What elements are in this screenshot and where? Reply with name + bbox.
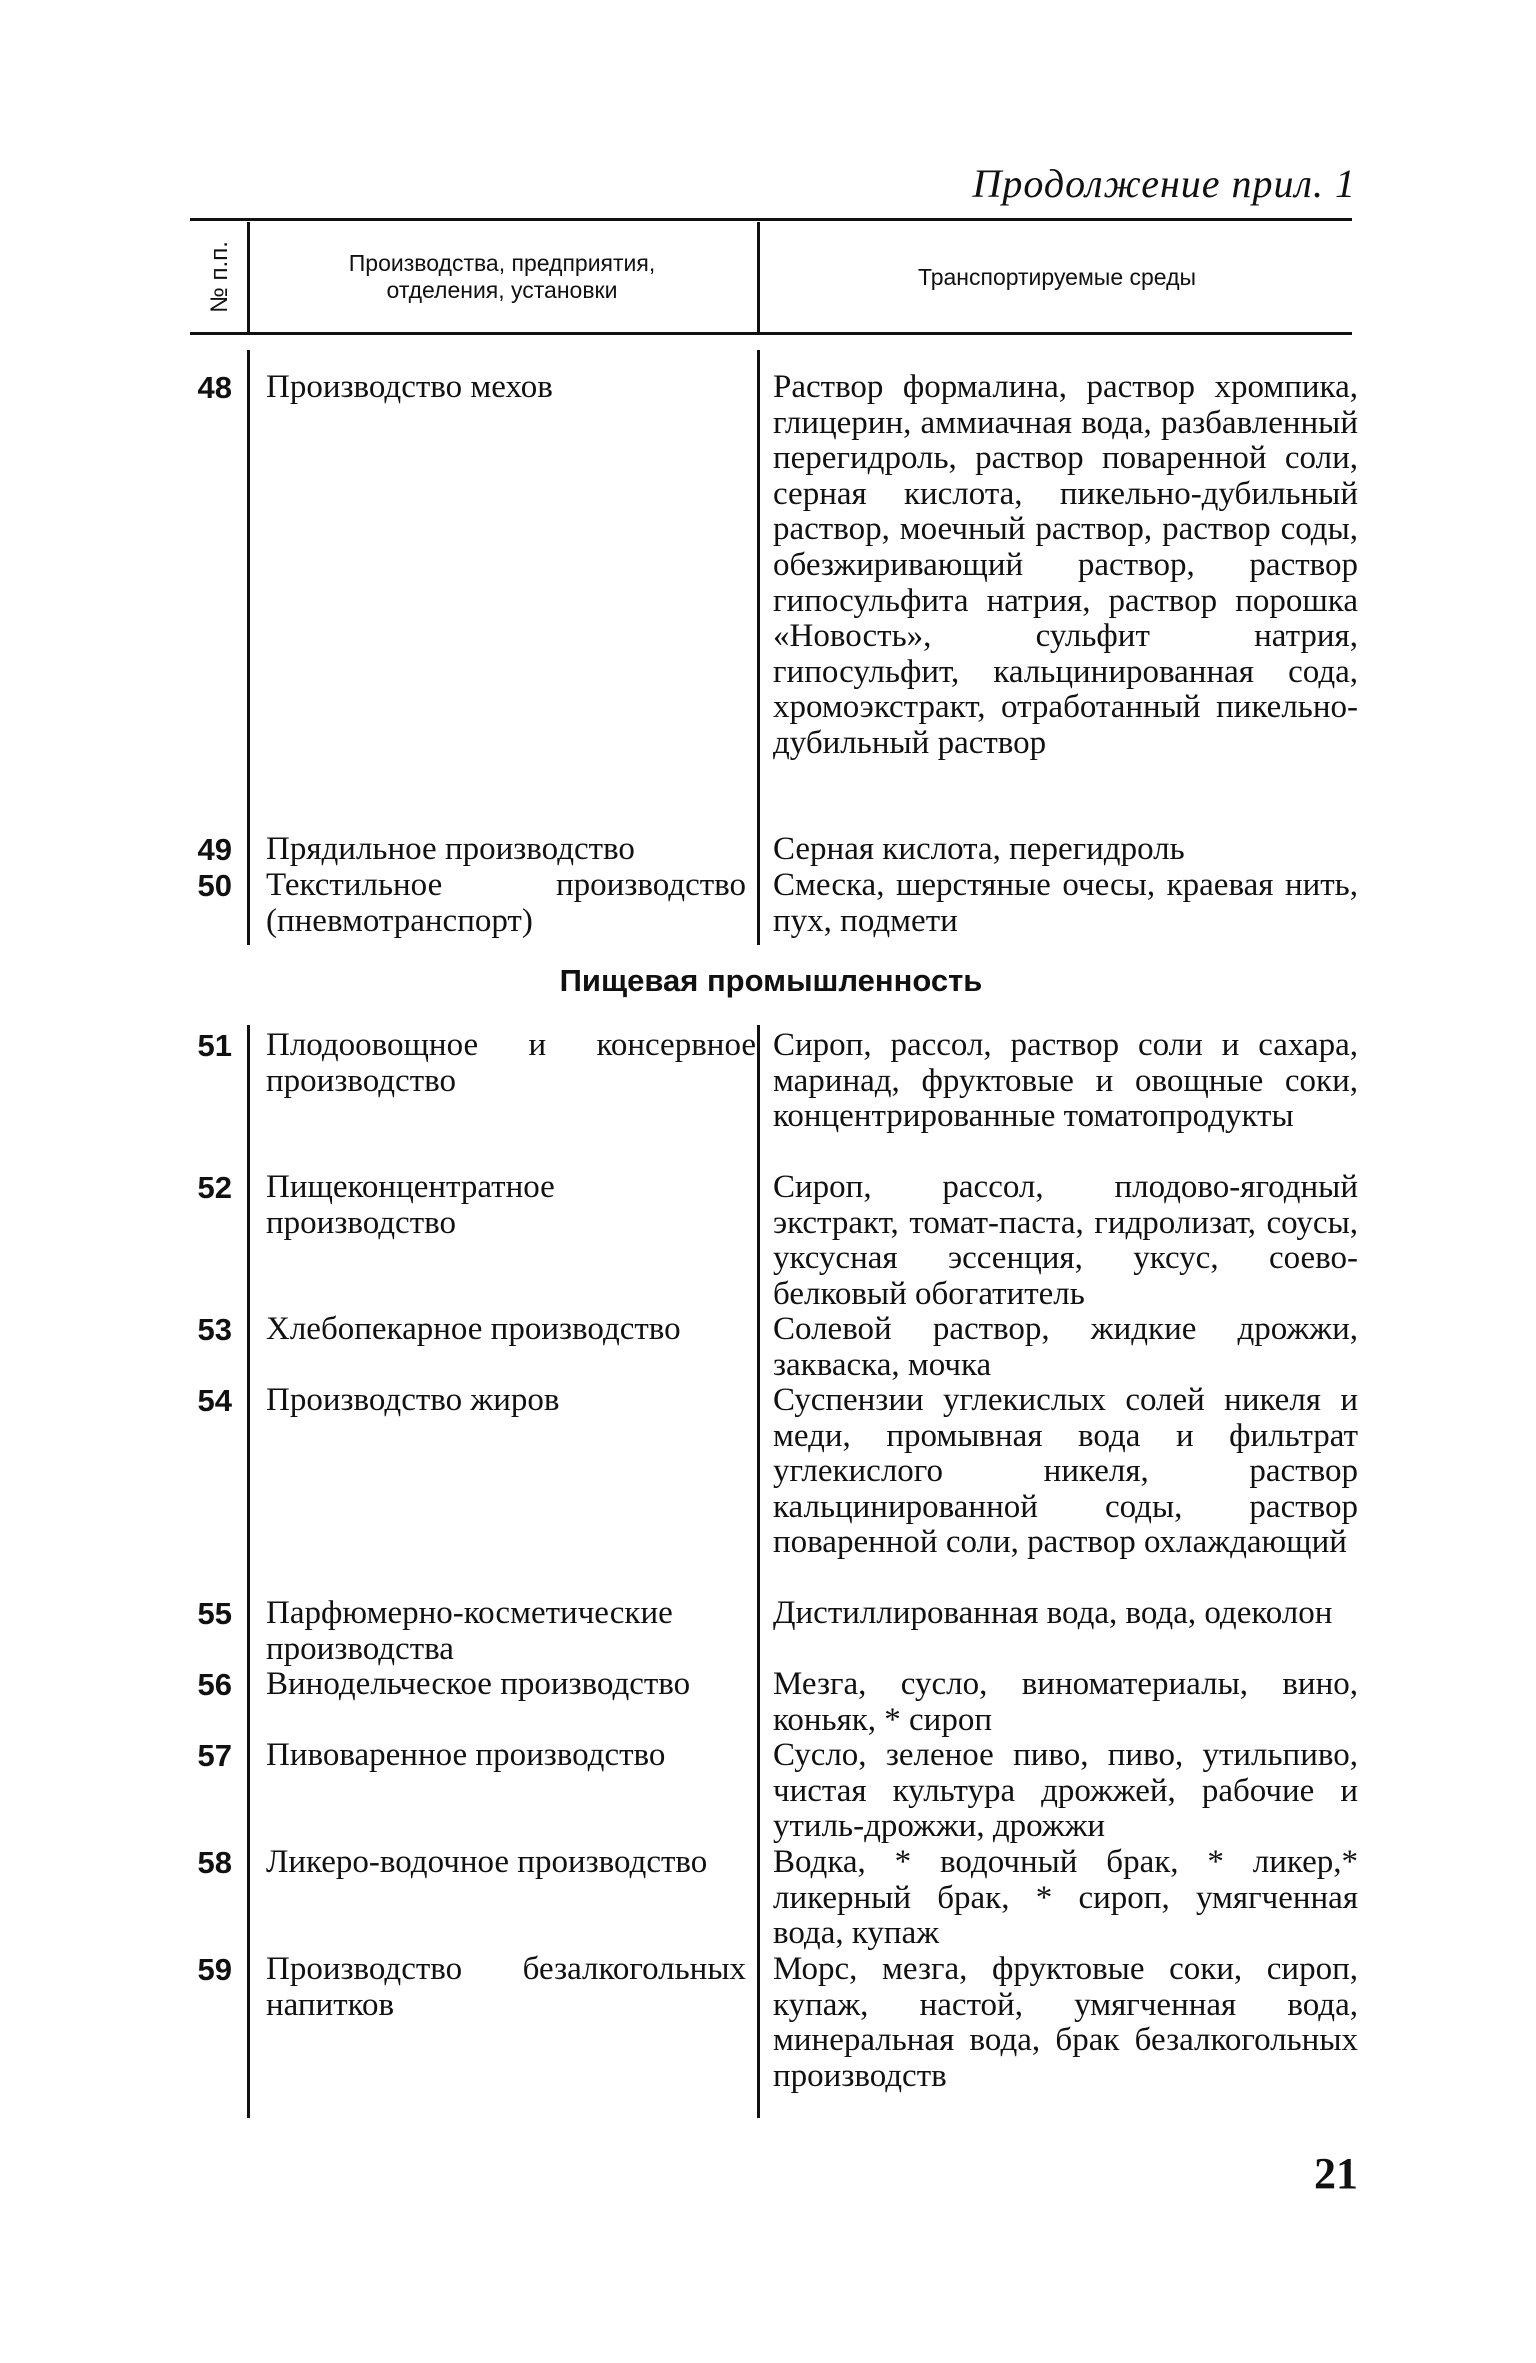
column-divider-1-body-b bbox=[247, 1025, 250, 2118]
header-col-production: Производства, предприятия, отделения, установки bbox=[348, 250, 656, 303]
row-number: 53 bbox=[197, 1312, 232, 1347]
row-production: Хлебопекарное производство bbox=[266, 1311, 681, 1347]
row-media: Сироп, рассол, плодово-ягодный экстракт, томат-паста, гидролизат, соусы, уксусная эссенция, уксус, соево-белковый обогатитель bbox=[773, 1169, 1358, 1312]
column-divider-2-body-a bbox=[757, 350, 760, 945]
row-number: 49 bbox=[197, 832, 232, 867]
row-media: Мезга, сусло, виноматериалы, вино, коньяк, * сироп bbox=[773, 1666, 1358, 1738]
row-media: Морс, мезга, фруктовые соки, сироп, купаж, настой, умягченная вода, минеральная вода, брак безалкогольных производств bbox=[773, 1951, 1358, 2094]
row-production: Производство жиров bbox=[266, 1382, 560, 1418]
row-media: Сусло, зеленое пиво, пиво, утильпиво, чистая культура дрожжей, рабочие и утиль-дрожжи, дрожжи bbox=[773, 1737, 1358, 1845]
row-production: Текстильное производство (пневмотранспорт) bbox=[266, 867, 746, 939]
row-production: Пивоваренное производство bbox=[266, 1737, 666, 1773]
row-production: Производство мехов bbox=[266, 369, 553, 405]
row-media: Солевой раствор, жидкие дрожжи, закваска, мочка bbox=[773, 1311, 1358, 1383]
page-number: 21 bbox=[1314, 2149, 1358, 2198]
column-divider-2 bbox=[757, 222, 760, 332]
row-number: 59 bbox=[197, 1952, 232, 1987]
row-production: Производство безалкогольных напитков bbox=[266, 1951, 746, 2023]
continuation-title: Продолжение прил. 1 bbox=[972, 161, 1356, 206]
row-media: Серная кислота, перегидроль bbox=[773, 831, 1185, 867]
row-number: 51 bbox=[197, 1028, 232, 1063]
row-media: Раствор формалина, раствор хромпика, глицерин, аммиачная вода, разбавленный перегидроль, раствор поваренной соли, серная кислота, пикельно-дубильный раствор, моечный раствор, раствор соды, обезжиривающий раствор, раствор гипосульфита натрия, раствор порошка «Новость», сульфит натрия, гипосульфит, кальцинированная сода, хромоэкстракт, отработанный пикельно-дубильный раствор bbox=[773, 369, 1358, 761]
top-rule bbox=[190, 218, 1352, 221]
row-number: 57 bbox=[197, 1738, 232, 1773]
row-number: 58 bbox=[197, 1845, 232, 1880]
row-number: 52 bbox=[197, 1170, 232, 1205]
row-production: Плодоовощное и консервное производство bbox=[266, 1027, 756, 1099]
row-number: 50 bbox=[197, 868, 232, 903]
row-number: 55 bbox=[197, 1596, 232, 1631]
header-rule bbox=[190, 332, 1352, 335]
row-production: Прядильное производство bbox=[266, 831, 635, 867]
row-media: Смеска, шерстяные очесы, краевая нить, пух, подмети bbox=[773, 867, 1358, 939]
row-production: Пищеконцентратное производство bbox=[266, 1169, 555, 1241]
row-media: Суспензии углекислых солей никеля и меди, промывная вода и фильтрат углекислого никеля, раствор кальцинированной соды, раствор поваренной соли, раствор охлаждающий bbox=[773, 1382, 1358, 1561]
row-media: Сироп, рассол, раствор соли и сахара, маринад, фруктовые и овощные соки, концентрированные томатопродукты bbox=[773, 1027, 1358, 1135]
column-divider-1-body-a bbox=[247, 350, 250, 945]
row-production: Винодельческое производство bbox=[266, 1666, 691, 1702]
row-number: 56 bbox=[197, 1667, 232, 1702]
row-number: 54 bbox=[197, 1383, 232, 1418]
row-number: 48 bbox=[197, 370, 232, 405]
column-divider-2-body-b bbox=[757, 1025, 760, 2118]
header-col-media: Транспортируемые среды bbox=[917, 263, 1197, 290]
row-production: Парфюмерно-косметические производства bbox=[266, 1595, 673, 1667]
row-media: Водка, * водочный брак, * ликер,* ликерный брак, * сироп, умягченная вода, купаж bbox=[773, 1844, 1358, 1952]
section-title: Пищевая промышленность bbox=[559, 963, 983, 998]
header-number: № п.п. bbox=[206, 241, 233, 313]
row-production: Ликеро-водочное производство bbox=[266, 1844, 708, 1880]
row-media: Дистиллированная вода, вода, одеколон bbox=[773, 1595, 1333, 1631]
